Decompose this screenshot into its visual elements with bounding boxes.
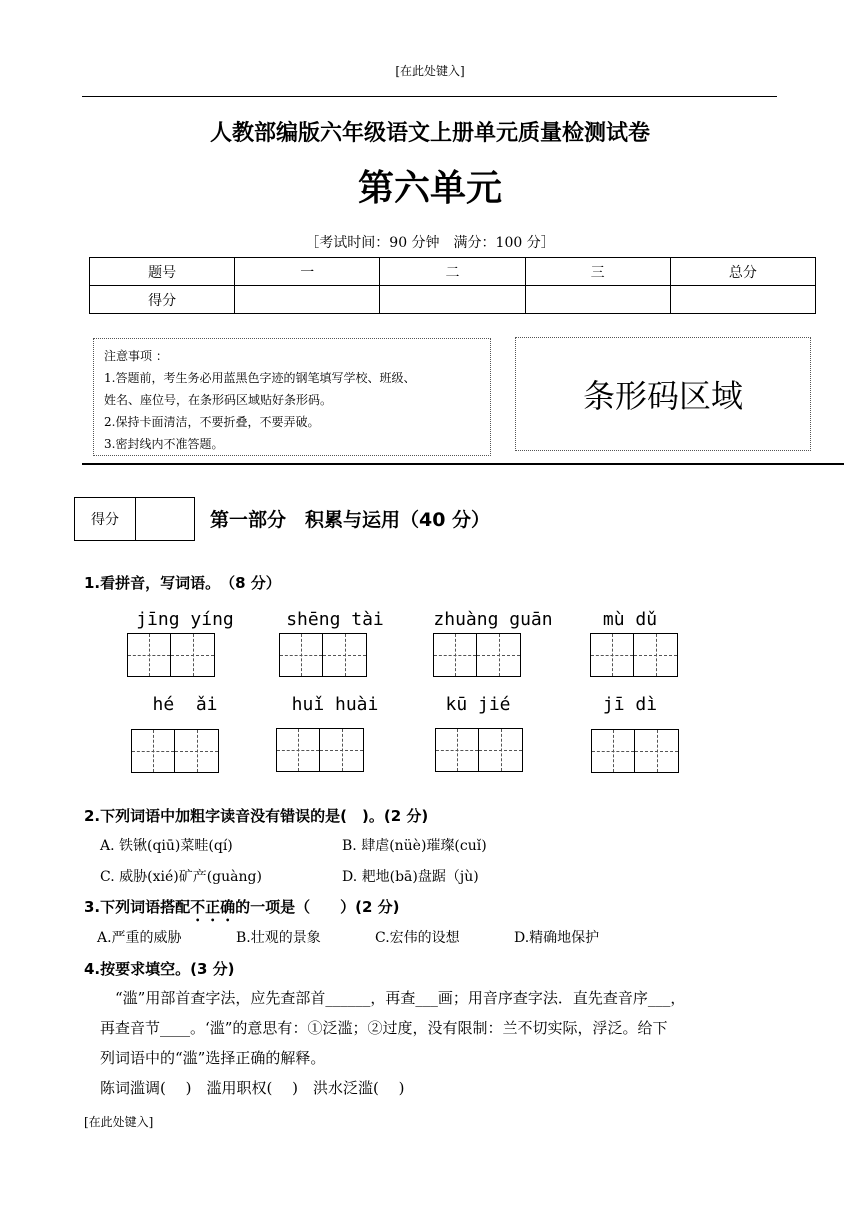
notes-heading: 注意事项 ： <box>104 349 168 363</box>
pinyin-label: shēng tài <box>286 609 384 630</box>
writing-grid[interactable] <box>433 633 521 677</box>
q2-option-c[interactable]: C. 威胁(xié)矿产(guàng) <box>100 869 262 885</box>
q3-stem-end: 的一项是（ ）(2 分) <box>235 898 400 916</box>
footer-note: [在此处键入] <box>84 1115 154 1129</box>
barcode-area <box>515 337 811 451</box>
writing-grid[interactable] <box>591 729 679 773</box>
pinyin-label: hé ǎi <box>152 694 218 715</box>
writing-grid[interactable] <box>276 728 364 772</box>
notes-item: 3.密封线内不准答题。 <box>104 437 224 451</box>
score-table-header: 总分 <box>670 258 815 286</box>
pinyin-label: huǐ huài <box>291 694 379 715</box>
page-title: 人教部编版六年级语文上册单元质量检测试卷 <box>209 121 650 146</box>
q2-option-a[interactable]: A. 铁锹(qiū)菜畦(qí) <box>100 838 233 854</box>
score-table-header: 一 <box>235 258 380 286</box>
q2-option-d[interactable]: D. 耙地(bā)盘踞（jù) <box>342 869 479 885</box>
unit-title: 第六单元 <box>357 168 502 209</box>
q3-stem <box>84 896 400 925</box>
score-cell[interactable] <box>525 286 670 314</box>
exam-info: ［考试时间：90 分钟 满分：100 分］ <box>305 235 555 251</box>
score-table-header: 三 <box>525 258 670 286</box>
pinyin-label: kū jié <box>445 694 511 715</box>
q3-option-a[interactable]: A.严重的威胁 <box>97 930 182 946</box>
pinyin-label: mù dǔ <box>602 609 658 630</box>
header-divider <box>82 96 777 97</box>
notes-box <box>93 338 491 456</box>
q4-line: “滥”用部首查字法，应先查部首______，再查___画；用音序查字法．直先查音序___， <box>100 989 686 1007</box>
score-cell[interactable] <box>380 286 525 314</box>
pinyin-label: zhuàng guān <box>433 609 553 630</box>
score-cell[interactable] <box>670 286 815 314</box>
q4-line: 列词语中的“滥”选择正确的解释。 <box>100 1049 326 1067</box>
score-table-header: 题号 <box>90 258 235 286</box>
score-table-row <box>90 286 816 314</box>
part1-score-label: 得分 <box>75 498 136 540</box>
notes-item: 1.答题前，考生务必用蓝黑色字迹的钢笔填写学校、班级、 <box>104 371 416 385</box>
q2-stem: 2.下列词语中加粗字读音没有错误的是( )。(2 分) <box>84 807 429 825</box>
part1-score-blank[interactable] <box>136 498 194 540</box>
writing-grid[interactable] <box>435 728 523 772</box>
score-table-header-row <box>90 258 816 286</box>
score-table-header: 二 <box>380 258 525 286</box>
q4-line: 陈词滥调( ) 滥用职权( ) 洪水泛滥( ) <box>100 1079 405 1097</box>
part1-score-box <box>74 497 195 541</box>
q4-stem: 4.按要求填空。(3 分) <box>84 960 235 978</box>
q2-option-b[interactable]: B. 肆虐(nüè)璀璨(cuǐ) <box>342 838 487 854</box>
pinyin-label: jī dì <box>602 694 658 715</box>
section-divider <box>82 463 844 465</box>
writing-grid[interactable] <box>127 633 215 677</box>
q3-option-b[interactable]: B.壮观的景象 <box>236 930 321 946</box>
q3-stem-emphasis: 不正确 <box>190 898 236 916</box>
writing-grid[interactable] <box>131 729 219 773</box>
score-row-label: 得分 <box>90 286 235 314</box>
writing-grid[interactable] <box>279 633 367 677</box>
header-note: [在此处键入] <box>395 64 465 78</box>
q3-option-c[interactable]: C.宏伟的设想 <box>375 930 460 946</box>
score-table <box>89 257 816 314</box>
part1-title: 第一部分 积累与运用（40 分） <box>210 509 491 531</box>
notes-item: 2.保持卡面清洁，不要折叠，不要弄破。 <box>104 415 320 429</box>
score-cell[interactable] <box>235 286 380 314</box>
q1-stem: 1.看拼音，写词语。 （8 分） <box>84 574 281 592</box>
q4-line: 再查音节____。‘滥”的意思有：①泛滥；②过度，没有限制：兰不切实际，浮泛。给下 <box>100 1019 668 1037</box>
writing-grid[interactable] <box>590 633 678 677</box>
barcode-label: 条形码区域 <box>582 377 743 415</box>
notes-item: 姓名、座位号，在条形码区域贴好条形码。 <box>104 393 333 407</box>
q3-option-d[interactable]: D.精确地保护 <box>514 930 600 946</box>
pinyin-label: jīng yíng <box>136 609 234 630</box>
q3-stem-start: 3.下列词语搭配 <box>84 898 191 916</box>
